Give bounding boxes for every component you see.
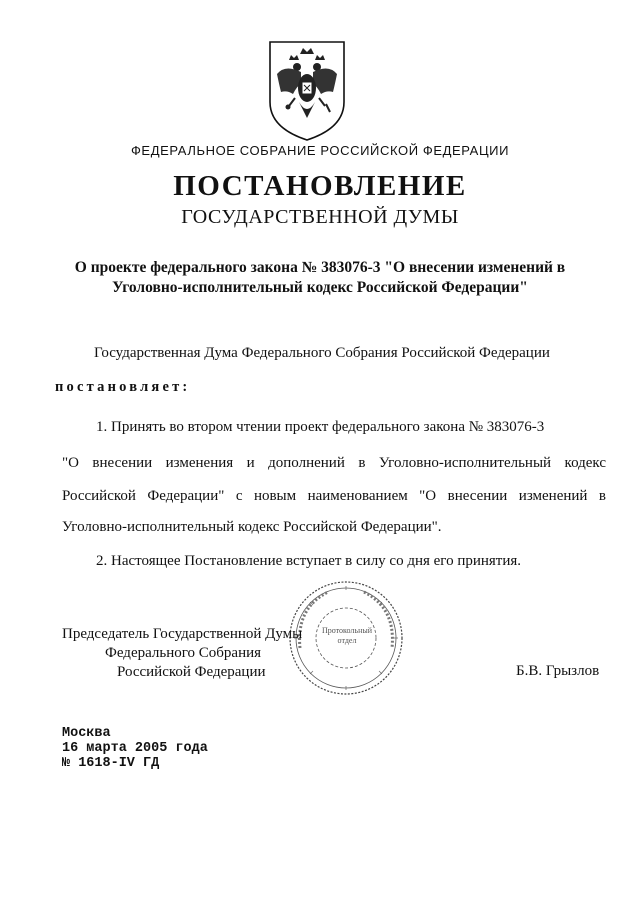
intro-paragraph: Государственная Дума Федерального Собрания Российской Федерации <box>94 345 550 361</box>
signature-position-line: Председатель Государственной Думы <box>62 626 303 642</box>
document-title: ПОСТАНОВЛЕНИЕ <box>173 170 467 202</box>
signatory-name: Б.В. Грызлов <box>516 663 600 679</box>
item-1-line: 1. Принять во втором чтении проект федерального закона № 383076-3 <box>96 419 545 435</box>
signature-block <box>62 625 312 682</box>
item-1-line: Уголовно-исполнительный кодекс Российской Федерации". <box>62 519 442 535</box>
item-1-text: Российской Федерации" с новым наименованием "О внесении изменений в <box>62 488 606 504</box>
item-1-text: "О внесении изменения и дополнений в Уголовно-исполнительный кодекс <box>62 455 606 471</box>
caption-line: О проекте федерального закона № 383076-3 "О внесении изменений в <box>74 259 566 276</box>
signature-position-line: Российской Федерации <box>117 664 266 680</box>
caption-line: Уголовно-исполнительный кодекс Российской Федерации" <box>112 279 528 296</box>
item-1-line <box>62 488 606 505</box>
decrees-word: постановляет: <box>55 379 191 395</box>
parliament-name: ФЕДЕРАЛЬНОЕ СОБРАНИЕ РОССИЙСКОЙ ФЕДЕРАЦИИ <box>130 143 510 158</box>
item-2-paragraph: 2. Настоящее Постановление вступает в силу со дня его принятия. <box>96 553 522 569</box>
footer-date: 16 марта 2005 года <box>62 741 208 756</box>
signature-position-line: Федерального Собрания <box>105 645 262 661</box>
document-subtitle: ГОСУДАРСТВЕННОЙ ДУМЫ <box>181 206 459 228</box>
footer-city: Москва <box>62 726 111 741</box>
stamp-inner-text: Протокольный отдел <box>321 626 372 645</box>
coat-of-arms-emblem <box>267 40 347 142</box>
document-footer <box>62 726 208 771</box>
footer-number: № 1618-IV ГД <box>62 756 160 771</box>
document-caption <box>60 258 580 298</box>
item-1-line <box>62 455 606 472</box>
